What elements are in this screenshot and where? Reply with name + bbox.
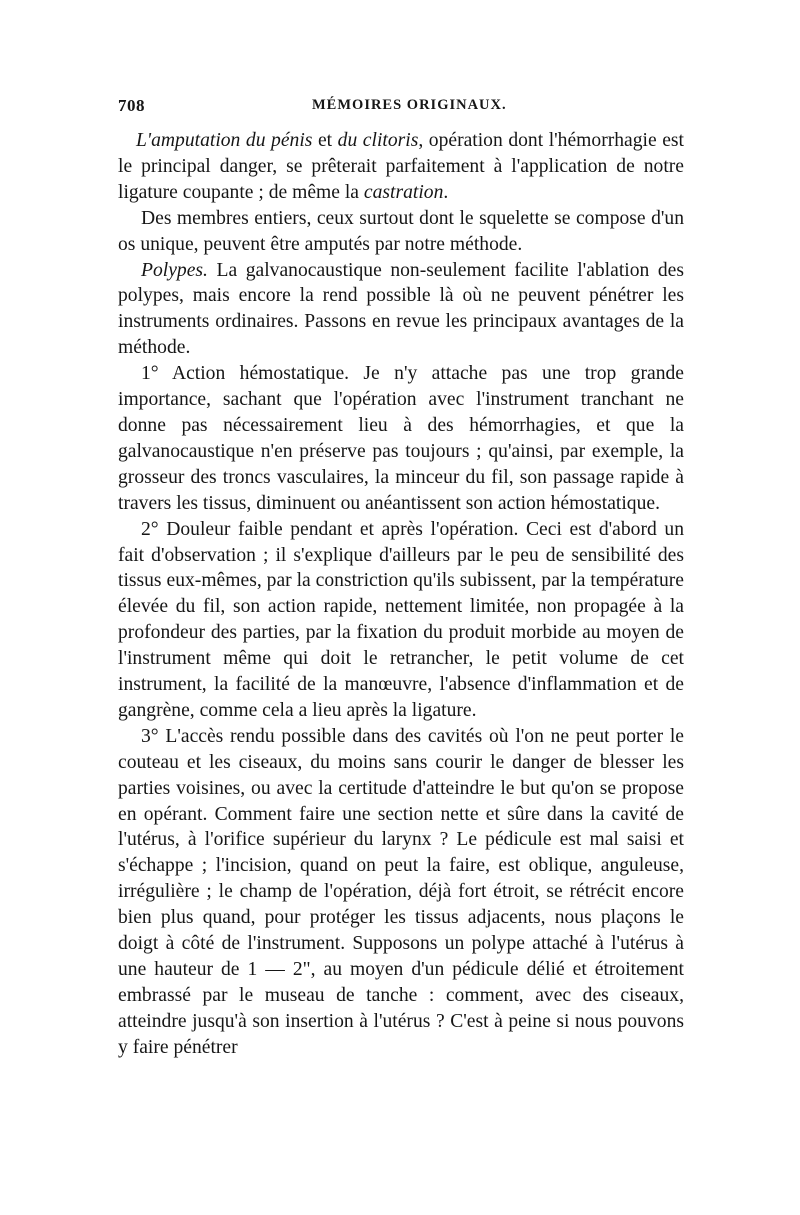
- paragraph-text: Des membres entiers, ceux surtout dont le squelette se compose d'un os unique, peuvent être amputés par notre méthode.: [118, 207, 684, 255]
- paragraph-acces-cavites: [118, 724, 684, 1061]
- paragraph-text: , opération dont l'hémorrhagie est le principal danger, se prêterait parfaitement à l'application de notre ligature coupante ; de même la: [118, 130, 685, 203]
- paragraph-text-italic: L'amputation du pénis: [136, 130, 313, 151]
- running-head: MÉMOIRES ORIGINAUX.: [312, 97, 507, 113]
- page-number: 708: [118, 96, 145, 115]
- paragraph-text: 3° L'accès rendu possible dans des cavités où l'on ne peut porter le couteau et les ciseaux, du moins sans courir le danger de blesser les parties voisines, ou avec la certitude d'atteindre le but qu'on se propose en opérant. Comment faire une section nette et sûre dans la cavité de l'utérus, à l'orifice supérieur du larynx ? Le pédicule est mal saisi et s'échappe ; l'incision, quand on peut la faire, est oblique, anguleuse, irrégulière ; le champ de l'opération, déjà fort étroit, se rétrécit encore bien plus quand, pour protéger les tissus adjacents, nous plaçons le doigt à côté de l'instrument. Supposons un polype attaché à l'utérus à une hauteur de 1 — 2", au moyen d'un pédicule délié et étroitement embrassé par le museau de tanche : comment, avec des ciseaux, atteindre jusqu'à son insertion à l'utérus ? C'est à peine si nous pouvons y faire pénétrer: [118, 725, 684, 1058]
- paragraph-text: et: [312, 130, 338, 151]
- paragraph-douleur: [118, 517, 684, 724]
- paragraph-text: .: [443, 181, 449, 203]
- paragraph-text: 1° Action hémostatique. Je n'y attache pas une trop grande importance, sachant que l'opération avec l'instrument tranchant ne donne pas nécessairement lieu à des hémorrhagies, et que la galvanocaustique n'en préserve pas toujours ; qu'ainsi, par exemple, la grosseur des troncs vasculaires, la minceur du fil, son passage rapide à travers les tissus, diminuent ou anéantissent son action hémostatique.: [118, 363, 684, 514]
- paragraph-text-italic: du clitoris: [337, 130, 419, 151]
- paragraph-action-hemostatique: [118, 361, 684, 516]
- paragraph-membres: [118, 206, 684, 258]
- page-header: [118, 96, 684, 122]
- paragraph-amputation: [118, 128, 684, 206]
- paragraph-text: La galvanocaustique non-seulement facilite l'ablation des polypes, mais encore la rend possible là où ne peuvent pénétrer les instruments ordinaires. Passons en revue les principaux avantages de la méthode.: [118, 259, 684, 359]
- paragraph-lead-italic: Polypes.: [141, 259, 208, 281]
- paragraph-text: 2° Douleur faible pendant et après l'opération. Ceci est d'abord un fait d'observation ; il s'explique d'ailleurs par le peu de sensibilité des tissus eux-mêmes, par la constriction qu'ils subissent, par la température élevée du fil, son action rapide, nettement limitée, non propagée à la profondeur des parties, par la fixation du produit morbide au moyen de l'instrument même qui doit le retrancher, le petit volume de cet instrument, la facilité de la manœuvre, l'absence d'inflammation et de gangrène, comme cela a lieu après la ligature.: [118, 518, 684, 721]
- book-page: [118, 96, 684, 1061]
- paragraph-polypes: [118, 258, 684, 362]
- paragraph-text-italic: castration: [363, 181, 444, 203]
- body-text: [118, 128, 684, 1061]
